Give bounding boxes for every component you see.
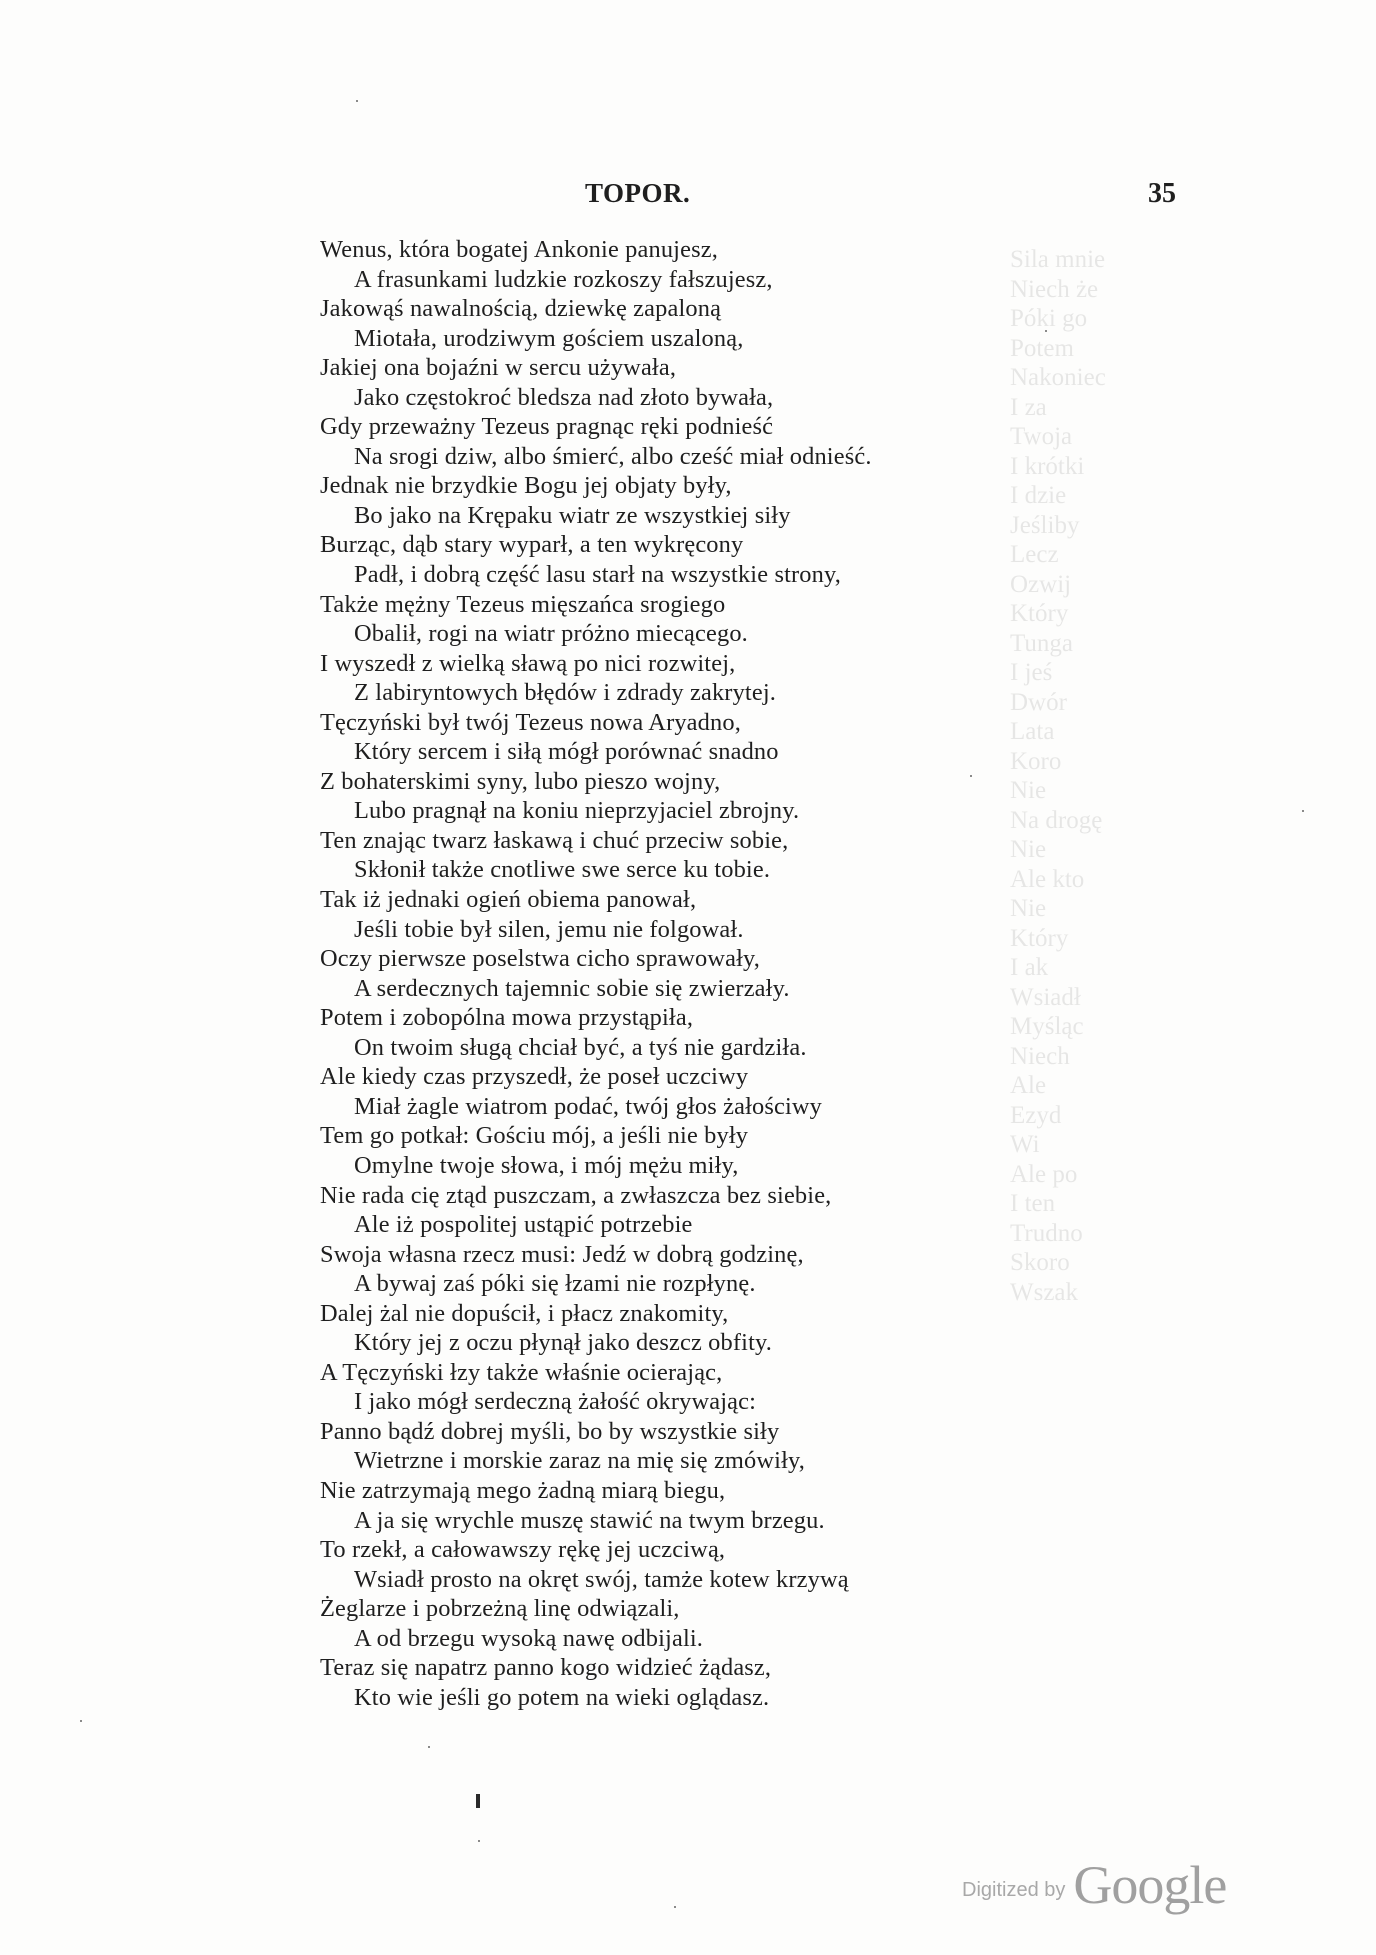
scan-speck bbox=[356, 100, 358, 102]
poem-line: A Tęczyński łzy także właśnie ocierając, bbox=[320, 1358, 723, 1386]
scan-speck bbox=[478, 1840, 480, 1842]
poem-line: Skłonił także cnotliwe swe serce ku tobie. bbox=[354, 856, 771, 884]
poem-text bbox=[320, 235, 1040, 1712]
page-header bbox=[0, 178, 1376, 214]
poem-line: To rzekł, a całowawszy rękę jej uczciwą, bbox=[320, 1536, 726, 1564]
poem-line: Lubo pragnął na koniu nieprzyjaciel zbrojny. bbox=[354, 797, 800, 825]
poem-line: On twoim sługą chciał być, a tyś nie gardziła. bbox=[354, 1033, 807, 1061]
poem-line: I wyszedł z wielką sławą po nici rozwitej, bbox=[320, 649, 736, 677]
watermark-prefix: Digitized by bbox=[962, 1879, 1066, 1901]
poem-line: Ten znając twarz łaskawą i chuć przeciw sobie, bbox=[320, 826, 789, 854]
poem-line: Który sercem i siłą mógł porównać snadno bbox=[354, 738, 779, 766]
poem-line: Dalej żal nie dopuścił, i płacz znakomity, bbox=[320, 1299, 729, 1327]
poem-line: A bywaj zaś póki się łzami nie rozpłynę. bbox=[354, 1270, 756, 1298]
poem-line: Miotała, urodziwym gościem uszaloną, bbox=[354, 324, 744, 352]
poem-line: Żeglarze i pobrzeżną linę odwiązali, bbox=[320, 1595, 680, 1623]
poem-line: A od brzegu wysoką nawę odbijali. bbox=[354, 1624, 704, 1652]
scan-speck bbox=[674, 1906, 676, 1908]
poem-line: Na srogi dziw, albo śmierć, albo cześć miał odnieść. bbox=[354, 442, 872, 470]
show-through-text-right: Sila mnie Niech że Póki go Potem Nakoniec I za Twoja I krótki I dzie Jeśliby Lecz Ozwij Który Tunga I jeś Dwór Lata Koro Nie Na drogę Nie Ale kto Nie Który I ak Wsiadł Myśląc Niech Ale Ezyd Wi Ale po I ten Trudno Skoro Wszak bbox=[1010, 246, 1106, 1306]
poem-line: Potem i zobopólna mowa przystąpiła, bbox=[320, 1004, 694, 1032]
poem-line: Miał żagle wiatrom podać, twój głos żałościwy bbox=[354, 1092, 823, 1120]
ink-mark bbox=[476, 1794, 480, 1808]
digitization-watermark bbox=[962, 1852, 1227, 1915]
page-number: 35 bbox=[1148, 178, 1176, 209]
poem-line: I jako mógł serdeczną żałość okrywając: bbox=[354, 1388, 757, 1416]
poem-line: Z labiryntowych błędów i zdrady zakrytej. bbox=[354, 679, 777, 707]
poem-line: Który jej z oczu płynął jako deszcz obfity. bbox=[354, 1329, 773, 1357]
poem-line: Omylne twoje słowa, i mój mężu miły, bbox=[354, 1151, 739, 1179]
poem-line: Jako częstokroć bledsza nad złoto bywała, bbox=[354, 383, 774, 411]
scan-speck bbox=[80, 1720, 82, 1722]
poem-line: Padł, i dobrą część lasu starł na wszystkie strony, bbox=[354, 561, 841, 589]
scan-speck bbox=[970, 775, 972, 777]
poem-line: Jakowąś nawalnością, dziewkę zapaloną bbox=[320, 295, 722, 323]
poem-line: Ale kiedy czas przyszedł, że poseł uczciwy bbox=[320, 1063, 749, 1091]
poem-line: Jeśli tobie był silen, jemu nie folgował. bbox=[354, 915, 744, 943]
poem-line: Wsiadł prosto na okręt swój, tamże kotew krzywą bbox=[354, 1565, 849, 1593]
poem-line: Panno bądź dobrej myśli, bo by wszystkie siły bbox=[320, 1417, 780, 1445]
scan-speck bbox=[428, 1746, 430, 1748]
poem-line: Kto wie jeśli go potem na wieki oglądasz. bbox=[354, 1683, 770, 1711]
poem-line: Oczy pierwsze poselstwa cicho sprawowały, bbox=[320, 945, 761, 973]
poem-line: Jakiej ona bojaźni w sercu używała, bbox=[320, 354, 677, 382]
poem-line: Wietrzne i morskie zaraz na mię się zmówiły, bbox=[354, 1447, 806, 1475]
poem-line: Tak iż jednaki ogień obiema panował, bbox=[320, 886, 697, 914]
poem-line: Tem go potkał: Gościu mój, a jeśli nie były bbox=[320, 1122, 749, 1150]
poem-line: A serdecznych tajemnic sobie się zwierzały. bbox=[354, 974, 790, 1002]
scan-speck bbox=[1045, 330, 1047, 332]
poem-line: Teraz się napatrz panno kogo widzieć żądasz, bbox=[320, 1654, 772, 1682]
google-logo: Google bbox=[1073, 1855, 1227, 1915]
poem-line: Wenus, która bogatej Ankonie panujesz, bbox=[320, 236, 718, 263]
poem-line: Gdy przeważny Tezeus pragnąc ręki podnieść bbox=[320, 413, 774, 441]
poem-line: Nie zatrzymają mego żadną miarą biegu, bbox=[320, 1476, 726, 1504]
poem-line: Ale iż pospolitej ustąpić potrzebie bbox=[354, 1211, 693, 1239]
scan-speck bbox=[1302, 810, 1304, 812]
poem-line: Tęczyński był twój Tezeus nowa Aryadno, bbox=[320, 708, 741, 736]
poem-line: A frasunkami ludzkie rozkoszy fałszujesz, bbox=[354, 265, 773, 293]
poem-line: Burząc, dąb stary wyparł, a ten wykręcony bbox=[320, 531, 744, 559]
poem-line: Swoja własna rzecz musi: Jedź w dobrą godzinę, bbox=[320, 1240, 804, 1268]
poem-line: Z bohaterskimi syny, lubo pieszo wojny, bbox=[320, 767, 721, 795]
poem-line: Jednak nie brzydkie Bogu jej objaty były, bbox=[320, 472, 732, 500]
running-title: TOPOR. bbox=[585, 178, 691, 208]
poem-line: Obalił, rogi na wiatr próżno miecącego. bbox=[354, 620, 748, 648]
poem-line: Bo jako na Krępaku wiatr ze wszystkiej siły bbox=[354, 501, 791, 529]
poem-line: A ja się wrychle muszę stawić na twym brzegu. bbox=[354, 1506, 825, 1534]
poem-line: Nie rada cię ztąd puszczam, a zwłaszcza bez siebie, bbox=[320, 1181, 832, 1209]
poem-line: Także mężny Tezeus mięszańca srogiego bbox=[320, 590, 726, 618]
